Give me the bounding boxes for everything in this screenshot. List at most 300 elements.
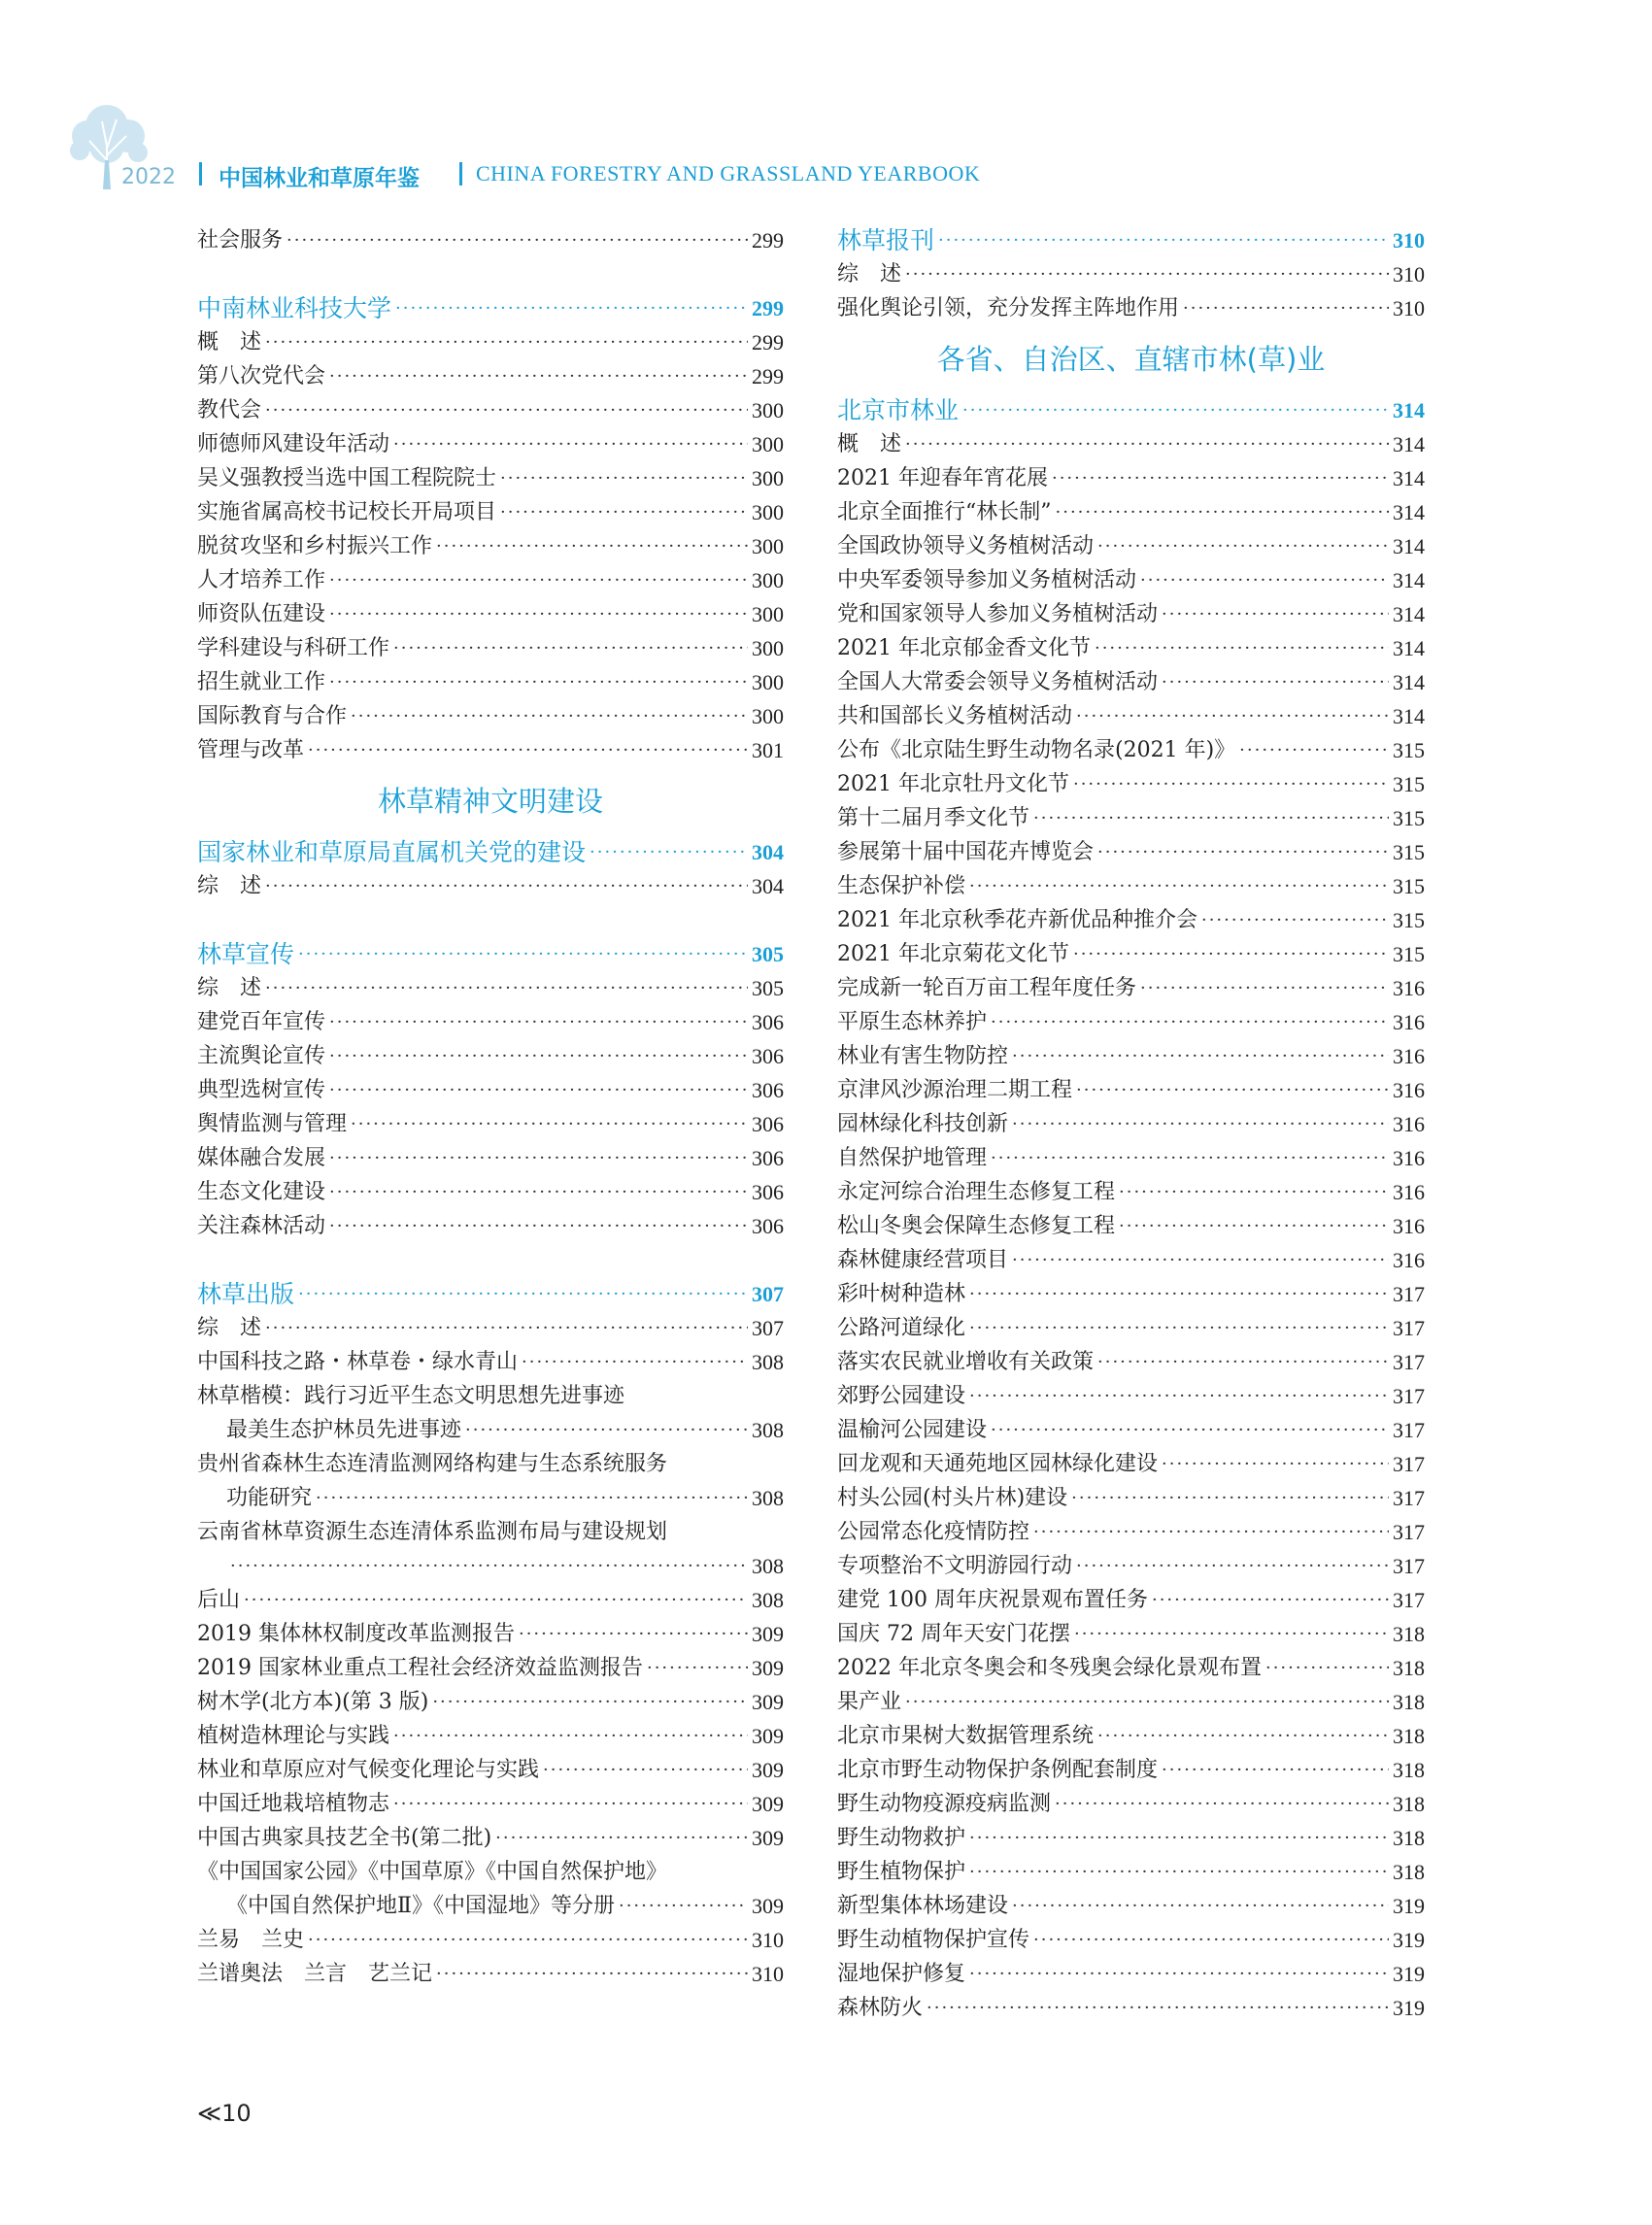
- toc-page-number: 299: [752, 330, 784, 354]
- toc-entry[interactable]: [837, 1583, 1425, 1617]
- dot-leader: [500, 495, 748, 529]
- toc-page-number: 315: [1393, 942, 1425, 966]
- toc-entry[interactable]: [197, 971, 784, 1005]
- toc-entry[interactable]: [197, 223, 784, 257]
- toc-page-number: 317: [1393, 1418, 1425, 1442]
- toc-entry[interactable]: [837, 257, 1425, 291]
- toc-entry[interactable]: [197, 597, 784, 631]
- toc-entry[interactable]: [837, 699, 1425, 733]
- toc-entry-title: 国家林业和草原局直属机关党的建设: [197, 838, 587, 866]
- toc-page-number: 305: [752, 976, 784, 1000]
- toc-entry-title: 野生动物救护: [837, 1826, 966, 1850]
- dot-leader: [969, 869, 1389, 903]
- dot-leader: [1056, 495, 1390, 529]
- dot-leader: [329, 1175, 748, 1209]
- toc-entry-title: 园林绿化科技创新: [837, 1112, 1009, 1136]
- toc-entry[interactable]: [837, 291, 1425, 325]
- toc-entry[interactable]: [197, 495, 784, 529]
- toc-entry[interactable]: [837, 1107, 1425, 1141]
- toc-entry-title: 野生动植物保护宣传: [837, 1928, 1030, 1952]
- toc-page-number: 310: [1393, 296, 1425, 320]
- toc-page-number: 318: [1393, 1622, 1425, 1646]
- dot-leader: [1162, 1447, 1389, 1481]
- toc-page-number: 317: [1393, 1588, 1425, 1612]
- toc-entry[interactable]: [837, 529, 1425, 563]
- toc-entry-title: 中国迁地栽培植物志: [197, 1792, 390, 1816]
- dot-leader: [329, 1141, 748, 1175]
- toc-entry-title: 2021 年北京郁金香文化节: [837, 636, 1091, 660]
- toc-page-number: 316: [1393, 1044, 1425, 1068]
- toc-page-number: 314: [1393, 432, 1425, 456]
- toc-page-number: 308: [752, 1554, 784, 1578]
- toc-entry[interactable]: [837, 665, 1425, 699]
- dot-leader: [1071, 1481, 1389, 1515]
- toc-page-number: 317: [1393, 1486, 1425, 1510]
- toc-entry[interactable]: [197, 1481, 784, 1515]
- dot-leader: [991, 1005, 1389, 1039]
- toc-entry-title: 中央军委领导参加义务植树活动: [837, 568, 1137, 592]
- toc-page-number: 300: [752, 398, 784, 422]
- toc-entry-title: 媒体融合发展: [197, 1146, 326, 1170]
- toc-entry-title: 中南林业科技大学: [197, 294, 392, 322]
- toc-entry-title: 党和国家领导人参加义务植树活动: [837, 602, 1159, 626]
- dot-leader: [393, 631, 748, 665]
- dot-leader: [1162, 665, 1389, 699]
- toc-page-number: 309: [752, 1622, 784, 1646]
- toc-entry[interactable]: [837, 1209, 1425, 1243]
- toc-entry[interactable]: [837, 1039, 1425, 1073]
- toc-entry[interactable]: [837, 1073, 1425, 1107]
- toc-subsection[interactable]: [197, 291, 784, 325]
- toc-entry[interactable]: [837, 1515, 1425, 1549]
- toc-entry[interactable]: [837, 1447, 1425, 1481]
- toc-subsection[interactable]: [837, 393, 1425, 427]
- dot-leader: [1076, 1549, 1389, 1583]
- toc-page-number: 309: [752, 1758, 784, 1782]
- dot-leader: [969, 1821, 1389, 1855]
- toc-entry-title: 典型选树宣传: [197, 1078, 326, 1102]
- toc-entry[interactable]: [197, 461, 784, 495]
- toc-entry[interactable]: [837, 937, 1425, 971]
- toc-page-number: 310: [1393, 262, 1425, 287]
- toc-entry[interactable]: [837, 495, 1425, 529]
- toc-entry[interactable]: [837, 427, 1425, 461]
- toc-entry[interactable]: [197, 1141, 784, 1175]
- toc-entry-title: 野生植物保护: [837, 1860, 966, 1884]
- toc-entry-title: 公园常态化疫情防控: [837, 1520, 1030, 1544]
- dot-leader: [265, 393, 748, 427]
- toc-entry[interactable]: [837, 1787, 1425, 1821]
- toc-entry[interactable]: [837, 1855, 1425, 1889]
- dot-leader: [1239, 733, 1389, 767]
- dot-leader: [329, 1005, 748, 1039]
- toc-entry[interactable]: [837, 631, 1425, 665]
- toc-page-number: 314: [1393, 670, 1425, 694]
- toc-entry[interactable]: [837, 1481, 1425, 1515]
- toc-entry[interactable]: [837, 733, 1425, 767]
- toc-page-number: 317: [1393, 1350, 1425, 1374]
- toc-entry[interactable]: [197, 1753, 784, 1787]
- toc-entry[interactable]: [837, 1243, 1425, 1277]
- dot-leader: [329, 1209, 748, 1243]
- section-title: 林草精神文明建设: [377, 785, 603, 818]
- toc-page-number: 300: [752, 500, 784, 524]
- toc-entry-title: 全国人大常委会领导义务植树活动: [837, 670, 1159, 694]
- toc-entry[interactable]: [837, 1141, 1425, 1175]
- toc-page-number: 316: [1393, 1146, 1425, 1170]
- toc-entry[interactable]: [197, 1073, 784, 1107]
- dot-leader: [265, 869, 748, 903]
- toc-entry[interactable]: [197, 1345, 784, 1379]
- toc-subsection[interactable]: [837, 223, 1425, 257]
- toc-entry[interactable]: [197, 699, 784, 733]
- toc-subsection[interactable]: [197, 937, 784, 971]
- toc-entry[interactable]: [837, 903, 1425, 937]
- toc-page-number: 300: [752, 670, 784, 694]
- toc-page-number: 306: [752, 1044, 784, 1068]
- toc-page-number: 309: [752, 1690, 784, 1714]
- toc-page-number: 318: [1393, 1656, 1425, 1680]
- dot-leader: [351, 699, 748, 733]
- toc-entry-title: 社会服务: [197, 228, 284, 253]
- toc-entry[interactable]: [837, 1005, 1425, 1039]
- toc-entry-title: 新型集体林场建设: [837, 1894, 1009, 1918]
- toc-entry-title: 建党 100 周年庆祝景观布置任务: [837, 1588, 1148, 1612]
- toc-entry-title: 师德师风建设年活动: [197, 432, 390, 456]
- toc-subsection[interactable]: [197, 835, 784, 869]
- toc-entry-title: 公布《北京陆生野生动物名录(2021 年)》: [837, 738, 1236, 762]
- toc-page-number: 316: [1393, 976, 1425, 1000]
- toc-entry-title: 最美生态护林员先进事迹: [226, 1418, 462, 1442]
- toc-page-number: 314: [1393, 636, 1425, 660]
- toc-entry[interactable]: [837, 1277, 1425, 1311]
- toc-entry-title: 村头公园(村头片林)建设: [837, 1486, 1068, 1510]
- toc-entry[interactable]: [837, 1549, 1425, 1583]
- dot-leader: [1162, 1753, 1389, 1787]
- toc-entry[interactable]: [197, 359, 784, 393]
- toc-entry[interactable]: [837, 1923, 1425, 1957]
- toc-page-number: 314: [1393, 568, 1425, 592]
- dot-leader: [500, 461, 748, 495]
- dot-leader: [230, 1549, 748, 1583]
- dot-leader: [393, 427, 748, 461]
- dot-leader: [543, 1753, 748, 1787]
- toc-entry[interactable]: [197, 1617, 784, 1651]
- dot-leader: [969, 1277, 1389, 1311]
- toc-page-number: 314: [1393, 398, 1425, 422]
- toc-entry[interactable]: [837, 971, 1425, 1005]
- toc-page-number: 316: [1393, 1078, 1425, 1102]
- toc-entry-title: 招生就业工作: [197, 670, 326, 694]
- toc-page-number: 318: [1393, 1724, 1425, 1748]
- toc-entry-title: 国庆 72 周年天安门花摆: [837, 1622, 1070, 1646]
- toc-entry[interactable]: [837, 1719, 1425, 1753]
- toc-page-number: 310: [752, 1962, 784, 1986]
- toc-entry-title: 学科建设与科研工作: [197, 636, 390, 660]
- toc-page-number: 300: [752, 432, 784, 456]
- dot-leader: [298, 1277, 748, 1311]
- toc-entry[interactable]: [837, 1889, 1425, 1923]
- toc-entry-title: 生态文化建设: [197, 1180, 326, 1204]
- dot-leader: [393, 1787, 748, 1821]
- toc-entry[interactable]: [197, 1889, 784, 1923]
- toc-entry-title: 生态保护补偿: [837, 874, 966, 898]
- dot-leader: [329, 1039, 748, 1073]
- toc-entry[interactable]: [837, 1991, 1425, 2025]
- toc-entry-title: 2021 年北京秋季花卉新优品种推介会: [837, 908, 1197, 932]
- toc-page-number: 317: [1393, 1316, 1425, 1340]
- toc-entry[interactable]: [837, 563, 1425, 597]
- toc-entry-title: 温榆河公园建设: [837, 1418, 988, 1442]
- dot-leader: [308, 733, 748, 767]
- toc-page-number: 308: [752, 1588, 784, 1612]
- toc-entry-title: 平原生态林养护: [837, 1010, 988, 1034]
- dot-leader: [265, 1311, 748, 1345]
- spacer: [197, 1243, 784, 1277]
- spacer: [197, 257, 784, 291]
- dot-leader: [1012, 1107, 1389, 1141]
- toc-page-number: 309: [752, 1894, 784, 1918]
- toc-page-number: 299: [752, 296, 784, 320]
- toc-entry-title: 2021 年北京牡丹文化节: [837, 772, 1069, 796]
- toc-page-number: 300: [752, 636, 784, 660]
- toc-entry[interactable]: [837, 1651, 1425, 1685]
- toc-entry[interactable]: [837, 461, 1425, 495]
- toc-entry[interactable]: [197, 1923, 784, 1957]
- toc-entry[interactable]: [197, 1685, 784, 1719]
- toc-entry[interactable]: [837, 597, 1425, 631]
- toc-entry[interactable]: [837, 1617, 1425, 1651]
- dot-leader: [1097, 1719, 1389, 1753]
- toc-page-number: 315: [1393, 874, 1425, 898]
- toc-entry-title: 林业和草原应对气候变化理论与实践: [197, 1758, 540, 1782]
- toc-entry-title: 京津风沙源治理二期工程: [837, 1078, 1073, 1102]
- toc-entry[interactable]: [837, 1413, 1425, 1447]
- toc-entry-title: 林草报刊: [837, 226, 935, 254]
- toc-page-number: 315: [1393, 908, 1425, 932]
- toc-entry[interactable]: [197, 1005, 784, 1039]
- toc-column-right: [837, 223, 1425, 2025]
- toc-page-number: 316: [1393, 1214, 1425, 1238]
- toc-page-number: 306: [752, 1180, 784, 1204]
- dot-leader: [962, 393, 1389, 427]
- toc-entry-title: 概 述: [197, 330, 262, 354]
- toc-page-number: 309: [752, 1792, 784, 1816]
- dot-leader: [1201, 903, 1389, 937]
- dot-leader: [1076, 699, 1389, 733]
- toc-entry-title: 郊野公园建设: [837, 1384, 966, 1408]
- toc-entry-title: 果产业: [837, 1690, 902, 1714]
- toc-entry[interactable]: [197, 1039, 784, 1073]
- dot-leader: [969, 1311, 1389, 1345]
- dot-leader: [522, 1345, 748, 1379]
- dot-leader: [1055, 1787, 1389, 1821]
- toc-entry-title: 回龙观和天通苑地区园林绿化建设: [837, 1452, 1159, 1476]
- toc-page-number: 314: [1393, 704, 1425, 728]
- toc-entry-title: 人才培养工作: [197, 568, 326, 592]
- dot-leader: [1076, 1073, 1389, 1107]
- toc-entry[interactable]: [197, 1107, 784, 1141]
- toc-page-number: 317: [1393, 1452, 1425, 1476]
- toc-entry[interactable]: [837, 869, 1425, 903]
- toc-entry[interactable]: [197, 325, 784, 359]
- header-divider: [199, 162, 202, 185]
- toc-entry-title: 林草宣传: [197, 940, 295, 968]
- toc-entry-title: 中国古典家具技艺全书(第二批): [197, 1826, 492, 1850]
- toc-page-number: 319: [1393, 1996, 1425, 2020]
- toc-entry[interactable]: [197, 563, 784, 597]
- toc-entry-title: 北京市野生动物保护条例配套制度: [837, 1758, 1159, 1782]
- toc-entry[interactable]: [197, 1549, 784, 1583]
- header-title-en: CHINA FORESTRY AND GRASSLAND YEARBOOK: [476, 161, 981, 185]
- toc-entry[interactable]: [197, 529, 784, 563]
- toc-entry-title: 共和国部长义务植树活动: [837, 704, 1073, 728]
- toc-entry[interactable]: [837, 1821, 1425, 1855]
- dot-leader: [938, 223, 1389, 257]
- toc-entry-title: 强化舆论引领，充分发挥主阵地作用: [837, 296, 1180, 320]
- toc-page-number: 314: [1393, 500, 1425, 524]
- toc-page-number: 315: [1393, 840, 1425, 864]
- toc-page-number: 315: [1393, 772, 1425, 796]
- toc-page-number: 319: [1393, 1928, 1425, 1952]
- toc-entry[interactable]: [197, 1787, 784, 1821]
- toc-entry-title: 植树造林理论与实践: [197, 1724, 390, 1748]
- dot-leader: [432, 1685, 748, 1719]
- toc-entry-title: 第十二届月季文化节: [837, 806, 1030, 830]
- toc-page-number: 306: [752, 1214, 784, 1238]
- toc-entry-title: 脱贫攻坚和乡村振兴工作: [197, 534, 433, 558]
- toc-entry[interactable]: [197, 631, 784, 665]
- dot-leader: [265, 971, 748, 1005]
- toc-entry-title: 综 述: [197, 976, 262, 1000]
- toc-page-number: 300: [752, 602, 784, 626]
- toc-page-number: 304: [752, 840, 784, 864]
- toc-page-number: 300: [752, 568, 784, 592]
- toc-entry[interactable]: [197, 1209, 784, 1243]
- dot-leader: [1265, 1651, 1389, 1685]
- toc-entry-title: 关注森林活动: [197, 1214, 326, 1238]
- dot-leader: [436, 1957, 748, 1991]
- toc-page-number: 315: [1393, 738, 1425, 762]
- toc-entry[interactable]: [837, 801, 1425, 835]
- dot-leader: [1183, 291, 1389, 325]
- toc-page-number: 318: [1393, 1860, 1425, 1884]
- toc-entry[interactable]: [197, 427, 784, 461]
- toc-entry-title: 树木学(北方本)(第 3 版): [197, 1690, 429, 1714]
- toc-entry[interactable]: [837, 1345, 1425, 1379]
- dot-leader: [1012, 1889, 1389, 1923]
- toc-entry-title: 专项整治不文明游园行动: [837, 1554, 1073, 1578]
- dot-leader: [1140, 971, 1389, 1005]
- header-title-zh: 中国林业和草原年鉴: [219, 166, 420, 191]
- toc-page-number: 310: [1393, 228, 1425, 253]
- toc-entry-title: 北京市果树大数据管理系统: [837, 1724, 1095, 1748]
- toc-entry[interactable]: [197, 1719, 784, 1753]
- dot-leader: [329, 665, 748, 699]
- toc-entry-title: 概 述: [837, 432, 902, 456]
- toc-entry[interactable]: [197, 1651, 784, 1685]
- dot-leader: [465, 1413, 748, 1447]
- toc-page-number: 306: [752, 1112, 784, 1136]
- toc-entry[interactable]: [197, 393, 784, 427]
- toc-entry[interactable]: [197, 1311, 784, 1345]
- toc-entry[interactable]: [197, 733, 784, 767]
- toc-entry[interactable]: [837, 1379, 1425, 1413]
- dot-leader: [316, 1481, 748, 1515]
- toc-entry-title: 后山: [197, 1588, 241, 1612]
- toc-page-number: 300: [752, 534, 784, 558]
- toc-entry[interactable]: [197, 665, 784, 699]
- toc-page-number: 319: [1393, 1894, 1425, 1918]
- dot-leader: [1152, 1583, 1389, 1617]
- dot-leader: [905, 257, 1389, 291]
- toc-entry-title: 松山冬奥会保障生态修复工程: [837, 1214, 1116, 1238]
- toc-subsection[interactable]: [197, 1277, 784, 1311]
- dot-leader: [1140, 563, 1389, 597]
- dot-leader: [265, 325, 748, 359]
- toc-entry[interactable]: [837, 1957, 1425, 1991]
- toc-entry[interactable]: [837, 1685, 1425, 1719]
- toc-entry-title: 第八次党代会: [197, 364, 326, 388]
- toc-entry[interactable]: [197, 1957, 784, 1991]
- dot-leader: [287, 223, 748, 257]
- header-divider: [459, 162, 462, 185]
- dot-leader: [329, 563, 748, 597]
- toc-entry[interactable]: [837, 1753, 1425, 1787]
- dot-leader: [244, 1583, 748, 1617]
- spacer: [197, 903, 784, 937]
- toc-entry-title: 2019 集体林权制度改革监测报告: [197, 1622, 515, 1646]
- dot-leader: [329, 597, 748, 631]
- toc-entry[interactable]: [197, 1413, 784, 1447]
- toc-page-number: 314: [1393, 534, 1425, 558]
- dot-leader: [969, 1855, 1389, 1889]
- toc-entry-title: 综 述: [197, 874, 262, 898]
- toc-entry-title: 《中国自然保护地Ⅱ》《中国湿地》等分册: [226, 1894, 615, 1918]
- toc-entry[interactable]: [197, 1821, 784, 1855]
- toc-entry[interactable]: [837, 835, 1425, 869]
- dot-leader: [519, 1617, 748, 1651]
- toc-entry[interactable]: [837, 767, 1425, 801]
- toc-page-number: 319: [1393, 1962, 1425, 1986]
- dot-leader: [298, 937, 748, 971]
- dot-leader: [969, 1379, 1389, 1413]
- toc-entry[interactable]: [197, 1583, 784, 1617]
- toc-entry-title: 森林防火: [837, 1996, 924, 2020]
- dot-leader: [1033, 1515, 1389, 1549]
- toc-page-number: 309: [752, 1724, 784, 1748]
- dot-leader: [590, 835, 748, 869]
- dot-leader: [436, 529, 748, 563]
- toc-page-number: 307: [752, 1316, 784, 1340]
- dot-leader: [329, 1073, 748, 1107]
- toc-entry-line: 云南省林草资源生态连清体系监测布局与建设规划: [197, 1520, 668, 1544]
- dot-leader: [905, 1685, 1389, 1719]
- toc-entry[interactable]: [837, 1311, 1425, 1345]
- toc-entry-title: 湿地保护修复: [837, 1962, 966, 1986]
- toc-entry[interactable]: [197, 1175, 784, 1209]
- toc-entry-title: 建党百年宣传: [197, 1010, 326, 1034]
- toc-entry[interactable]: [837, 1175, 1425, 1209]
- dot-leader: [1033, 801, 1389, 835]
- dot-leader: [495, 1821, 748, 1855]
- dot-leader: [1097, 529, 1389, 563]
- toc-page-number: 317: [1393, 1384, 1425, 1408]
- toc-entry-title: 综 述: [197, 1316, 262, 1340]
- toc-entry[interactable]: [197, 869, 784, 903]
- toc-page-number: 317: [1393, 1520, 1425, 1544]
- toc-entry-title: 2021 年北京菊花文化节: [837, 942, 1069, 966]
